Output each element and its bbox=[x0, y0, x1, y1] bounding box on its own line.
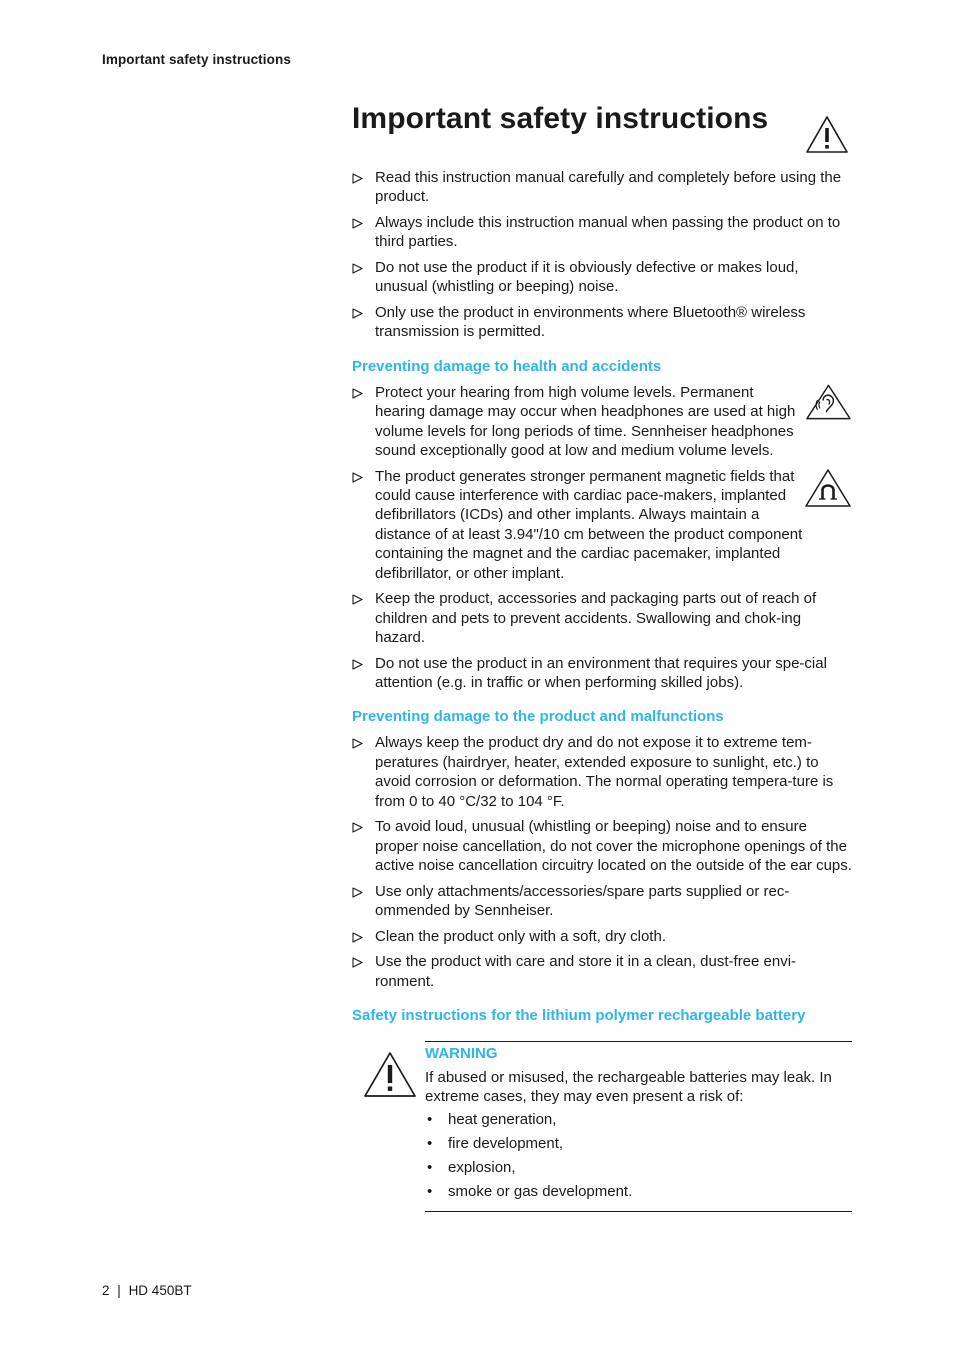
list-item bbox=[352, 654, 852, 693]
triangle-bullet-icon bbox=[352, 822, 363, 833]
warning-box bbox=[425, 1041, 852, 1212]
list-item bbox=[352, 927, 852, 946]
list-item-text: Do not use the product if it is obviously defective or makes loud, unusual (whistling or beeping) noise. bbox=[375, 259, 799, 296]
triangle-bullet-icon bbox=[352, 659, 363, 670]
triangle-bullet-icon bbox=[352, 263, 363, 274]
triangle-bullet-icon bbox=[352, 594, 363, 605]
running-head: Important safety instructions bbox=[102, 52, 291, 67]
content-column bbox=[352, 168, 852, 1212]
footer-separator: | bbox=[117, 1283, 121, 1298]
health-list bbox=[352, 383, 852, 693]
product-name: HD 450BT bbox=[128, 1283, 192, 1298]
triangle-bullet-icon bbox=[352, 738, 363, 749]
list-item-text: Use the product with care and store it in a clean, dust-free envi-ronment. bbox=[375, 953, 797, 990]
list-item-text: Only use the product in environments where Bluetooth® wireless transmission is permitted. bbox=[375, 304, 806, 341]
page-footer bbox=[102, 1283, 192, 1298]
triangle-bullet-icon bbox=[352, 472, 363, 483]
warning-text: If abused or misused, the rechargeable batteries may leak. In extreme cases, they may even present a risk of: bbox=[425, 1068, 832, 1105]
triangle-bullet-icon bbox=[352, 957, 363, 968]
list-item-text: Protect your hearing from high volume levels. Permanent hearing damage may occur when headphones are used at high volume levels for long periods of time. Sennheiser headphones sound exceptionally good at low and medium volume levels. bbox=[375, 383, 796, 460]
section-heading-battery: Safety instructions for the lithium polymer rechargeable battery bbox=[352, 1007, 806, 1025]
triangle-bullet-icon bbox=[352, 887, 363, 898]
list-item: • fire development, bbox=[425, 1134, 852, 1153]
list-item bbox=[352, 882, 852, 921]
list-item: • heat generation, bbox=[425, 1110, 852, 1129]
warning-title: WARNING bbox=[425, 1045, 498, 1063]
page-number: 2 bbox=[102, 1283, 110, 1298]
triangle-bullet-icon bbox=[352, 173, 363, 184]
list-item bbox=[352, 733, 852, 811]
section-heading-health: Preventing damage to health and accidents bbox=[352, 357, 662, 375]
list-item-text: Always keep the product dry and do not expose it to extreme tem-peratures (hairdryer, heater, extended exposure to sunlight, etc.) to avoid corrosion or deformation. The normal operating tempera-ture is from 0 to 40 °C/32 to 104 °F. bbox=[375, 734, 834, 810]
page-title: Important safety instructions bbox=[352, 102, 769, 135]
list-item bbox=[352, 952, 852, 991]
list-item-text: To avoid loud, unusual (whistling or beeping) noise and to ensure proper noise cancellation, do not cover the microphone openings of the active noise cancellation circuitry located on the outside of the ear cups. bbox=[375, 818, 852, 875]
triangle-bullet-icon bbox=[352, 932, 363, 943]
warning-triangle-icon bbox=[363, 1050, 417, 1098]
list-item bbox=[352, 589, 852, 647]
triangle-bullet-icon bbox=[352, 308, 363, 319]
intro-list bbox=[352, 168, 852, 342]
list-item bbox=[352, 303, 852, 342]
list-item-text: Read this instruction manual carefully and completely before using the product. bbox=[375, 169, 842, 206]
list-item-text: The product generates stronger permanent magnetic fields that could cause interference with cardiac pace-makers, implanted defibrillators (ICDs) and other implants. Always maintain a distance of at least 3.94"/10 cm between the product component containing the magnet and the cardiac pacemaker, implanted defibrillator, or other implant. bbox=[375, 467, 803, 582]
triangle-bullet-icon bbox=[352, 218, 363, 229]
hearing-damage-icon bbox=[805, 382, 852, 422]
list-item: • smoke or gas development. bbox=[425, 1182, 852, 1201]
list-item bbox=[352, 817, 852, 875]
list-item bbox=[352, 213, 852, 252]
list-item-text: Always include this instruction manual when passing the product on to third parties. bbox=[375, 214, 841, 251]
list-item: • explosion, bbox=[425, 1158, 852, 1177]
triangle-bullet-icon bbox=[352, 388, 363, 399]
list-item bbox=[352, 168, 852, 207]
list-item-text: Keep the product, accessories and packaging parts out of reach of children and pets to prevent accidents. Swallowing and chok-ing hazard. bbox=[375, 590, 817, 647]
list-item-text: Do not use the product in an environment that requires your spe-cial attention (e.g. in traffic or when performing skilled jobs). bbox=[375, 654, 827, 692]
risk-list bbox=[425, 1110, 852, 1201]
list-item-text: Use only attachments/accessories/spare parts supplied or rec-ommended by Sennheiser. bbox=[375, 882, 790, 920]
list-item bbox=[352, 383, 852, 461]
warning-triangle-icon bbox=[805, 114, 849, 154]
magnetic-field-icon bbox=[804, 467, 852, 509]
list-item-text: Clean the product only with a soft, dry cloth. bbox=[375, 927, 666, 945]
list-item bbox=[352, 467, 852, 583]
list-item bbox=[352, 258, 852, 297]
section-heading-product: Preventing damage to the product and malfunctions bbox=[352, 708, 724, 726]
product-list bbox=[352, 733, 852, 991]
